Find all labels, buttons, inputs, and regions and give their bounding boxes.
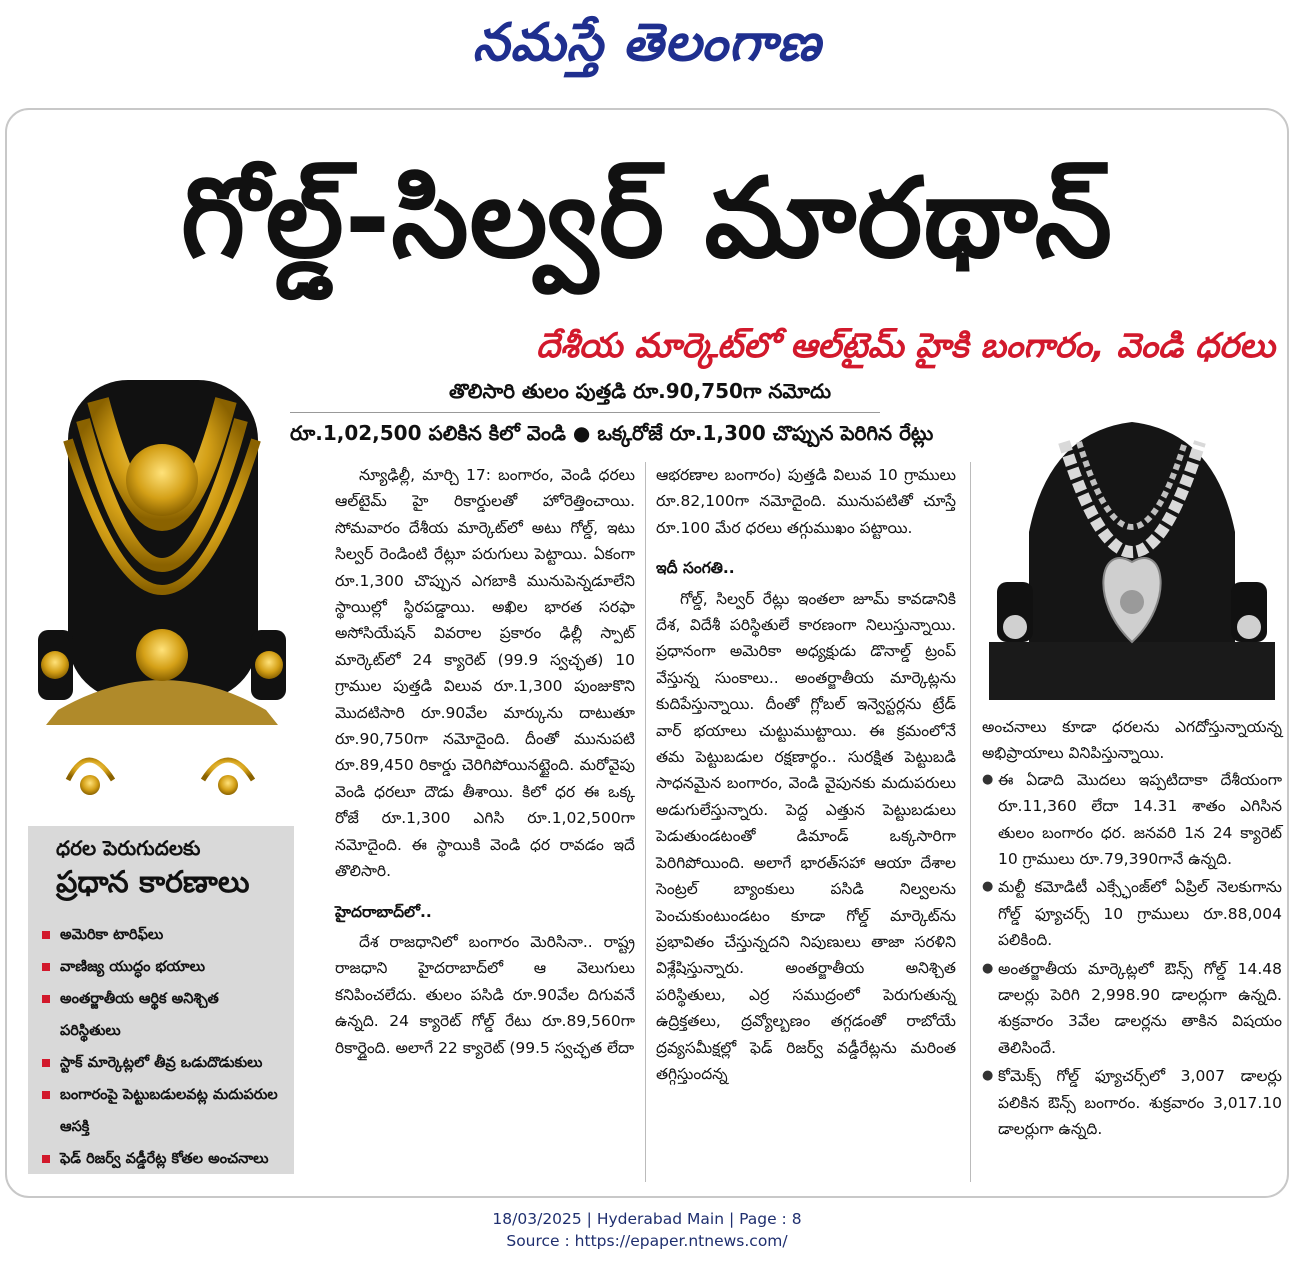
deck-divider bbox=[290, 412, 880, 413]
subheadline: దేశీయ మార్కెట్‌లో ఆల్‌టైమ్ హైకి బంగారం, వెండి ధరలు bbox=[536, 326, 1275, 366]
article-column-1 bbox=[335, 462, 635, 1182]
deck-line-1: తొలిసారి తులం పుత్తడి రూ.90,750గా నమోదు bbox=[448, 379, 831, 403]
column-divider bbox=[645, 462, 646, 1182]
headline: గోల్డ్-సిల్వర్ మారథాన్ bbox=[180, 154, 1114, 282]
column-3-bullets bbox=[982, 767, 1282, 1143]
fact-bullet: ● కోమెక్స్ గోల్డ్ ఫ్యూచర్స్‌లో 3,007 డాలర్లు పలికిన ఔన్స్ బంగారం. శుక్రవారం 3,017.10 డాలర్లుగా ఉన్నది. bbox=[982, 1063, 1282, 1142]
column-1-paragraph-2: దేశ రాజధానిలో బంగారం మెరిసినా.. రాష్ట్ర రాజధాని హైదరాబాద్‌లో ఆ వెలుగులు కనిపించలేదు. తులం పసిడి రూ.90వేల దిగువనే ఉన్నది. 24 క్యారెట్ గోల్డ్ రేటు రూ.89,560గా రికార్డైంది. అలాగే 22 క్యారెట్ (99.5 స్వచ్ఛత లేదా bbox=[335, 932, 635, 1057]
gold-jewellery-image bbox=[28, 380, 296, 800]
source-link[interactable]: Source : https://epaper.ntnews.com/ bbox=[506, 1232, 788, 1250]
column-2-paragraph-2: గోల్డ్, సిల్వర్ రేట్లు ఇంతలా జూమ్ కావడానికి దేశ, విదేశీ పరిస్థితులే కారణంగా నిలుస్తున్నాయి. ప్రధానంగా అమెరికా అధ్యక్షుడు డొనాల్డ్ ట్రంప్ వేస్తున్న సుంకాలు.. అంతర్జాతీయ మార్కెట్లను కుదిపేస్తున్నాయి. దీంతో గ్లోబల్ ఇన్వెస్టర్లను ట్రేడ్ వార్ భయాలు చుట్టుముట్టాయి. ఈ క్రమంలోనే తమ పెట్టుబడుల రక్షణార్థం.. సురక్షిత పెట్టుబడి సాధనమైన బంగారం, వెండి వైపునకు మదుపరులు అడుగులేస్తున్నారు. పెద్ద ఎత్తున పెట్టుబడులు పెడుతుండటంతో డిమాండ్ ఒక్కసారిగా పెరిగిపోయింది. అలాగే భారత్‌సహా ఆయా దేశాల సెంట్రల్ బ్యాంకులు పసిడి నిల్వలను పెంచుకుంటుండటం కూడా గోల్డ్ మార్కెట్‌ను ప్రభావితం చేస్తున్నదని నిపుణులు తాజా సరళిని విశ్లేషిస్తున్నారు. అంతర్జాతీయ అనిశ్చిత పరిస్థితులు, ఎర్ర సముద్రంలో పెరుగుతున్న ఉద్రిక్తతలు, ద్రవ్యోల్బణం తగ్గడంతో రాబోయే ద్రవ్యసమీక్షల్లో ఫెడ్ రిజర్వ్ వడ్డీరేట్లను మరింత తగ్గిస్తుందన్న bbox=[656, 589, 956, 1083]
reason-item: ఫెడ్ రిజర్వ్ వడ్డీరేట్ల కోతల అంచనాలు bbox=[40, 1143, 282, 1175]
column-2-paragraph-1: ఆభరణాల బంగారం) పుత్తడి విలువ 10 గ్రాములు రూ.82,100గా నమోదైంది. మునుపటితో చూస్తే రూ.100 మేర ధరలు తగ్గుముఖం పట్టాయి. bbox=[656, 466, 956, 537]
reason-item: అమెరికా టారిఫ్‌లు bbox=[40, 919, 282, 951]
column-1-subtitle: హైదరాబాద్‌లో.. bbox=[335, 902, 432, 921]
page-footer bbox=[0, 1208, 1294, 1252]
reason-item: స్టాక్ మార్కెట్లలో తీవ్ర ఒడుదొడుకులు bbox=[40, 1047, 282, 1079]
article-column-3 bbox=[982, 714, 1282, 1184]
deck-line-2: రూ.1,02,500 పలికిన కిలో వెండి ● ఒక్కరోజే రూ.1,300 చొప్పున పెరిగిన రేట్లు bbox=[290, 421, 934, 445]
column-2-subtitle: ఇదీ సంగతి.. bbox=[656, 559, 735, 578]
column-1-paragraph-1: న్యూఢిల్లీ, మార్చి 17: బంగారం, వెండి ధరలు ఆల్‌టైమ్ హై రికార్డులతో హోరెత్తించాయి. సోమవారం దేశీయ మార్కెట్‌లో అటు గోల్డ్, ఇటు సిల్వర్ రెండింటి రేట్లూ పరుగులు పెట్టాయి. ఏకంగా రూ.1,300 చొప్పున ఎగబాకి మునుపెన్నడూలేని స్థాయిల్లో స్థిరపడ్డాయి. అఖిల భారత సరఫా అసోసియేషన్ వివరాల ప్రకారం ఢిల్లీ స్పాట్ మార్కెట్‌లో 24 క్యారెట్ (99.9 స్వచ్ఛత) 10 గ్రాముల పుత్తడి విలువ రూ.1,300 పుంజుకొని మొదటిసారి రూ.90వేల మార్కును దాటుతూ రూ.90,750గా నమోదైంది. దీంతో మునుపటి రూ.89,450 రికార్డు చెరిగిపోయినట్టైంది. మరోవైపు వెండి ధరలూ దౌడు తీశాయి. కిలో ధర ఈ ఒక్క రోజే రూ.1,300 ఎగిసి రూ.1,02,500గా నమోదైంది. ఈ స్థాయికి వెండి ధర రావడం ఇదే తొలిసారి. bbox=[335, 466, 635, 881]
reasons-title-small: ధరల పెరుగుదలకు bbox=[56, 836, 201, 860]
reason-item: అంతర్జాతీయ ఆర్థిక అనిశ్చిత పరిస్థితులు bbox=[40, 983, 282, 1047]
fact-bullet: ● అంతర్జాతీయ మార్కెట్లలో ఔన్స్ గోల్డ్ 14.48 డాలర్లు పెరిగి 2,998.90 డాలర్లుగా ఉన్నది. శుక్రవారం 3వేల డాలర్లను తాకిన విషయం తెలిసిందే. bbox=[982, 956, 1282, 1062]
silver-jewellery-image bbox=[989, 412, 1275, 700]
reasons-title-big: ప్రధాన కారణాలు bbox=[56, 865, 250, 900]
article-column-2 bbox=[656, 462, 956, 1182]
fact-bullet: ● మల్టీ కమోడిటీ ఎక్స్ఛేంజ్‌లో ఏప్రిల్ నెలకుగాను గోల్డ్ ఫ్యూచర్స్ 10 గ్రాములు రూ.88,004 పలికింది. bbox=[982, 874, 1282, 953]
reason-item: బంగారంపై పెట్టుబడులవట్ల మదుపరుల ఆసక్తి bbox=[40, 1079, 282, 1143]
column-3-paragraph-1: అంచనాలు కూడా ధరలను ఎగదోస్తున్నాయన్న అభిప్రాయాలు వినిపిస్తున్నాయి. bbox=[982, 718, 1282, 763]
masthead bbox=[0, 0, 1294, 100]
reason-item: వాణిజ్య యుద్ధం భయాలు bbox=[40, 951, 282, 983]
fact-bullet: ● ఈ ఏడాది మొదలు ఇప్పటిదాకా దేశీయంగా రూ.11,360 లేదా 14.31 శాతం ఎగిసిన తులం బంగారం ధర. జనవరి 1న 24 క్యారెట్ 10 గ్రాములు రూ.79,390గానే ఉన్నది. bbox=[982, 767, 1282, 873]
newspaper-logo: నమస్తే తెలంగాణ bbox=[472, 12, 822, 73]
reasons-box bbox=[28, 826, 294, 1174]
edition-info: 18/03/2025 | Hyderabad Main | Page : 8 bbox=[492, 1210, 802, 1228]
reasons-list bbox=[40, 919, 282, 1175]
column-divider bbox=[970, 462, 971, 1182]
